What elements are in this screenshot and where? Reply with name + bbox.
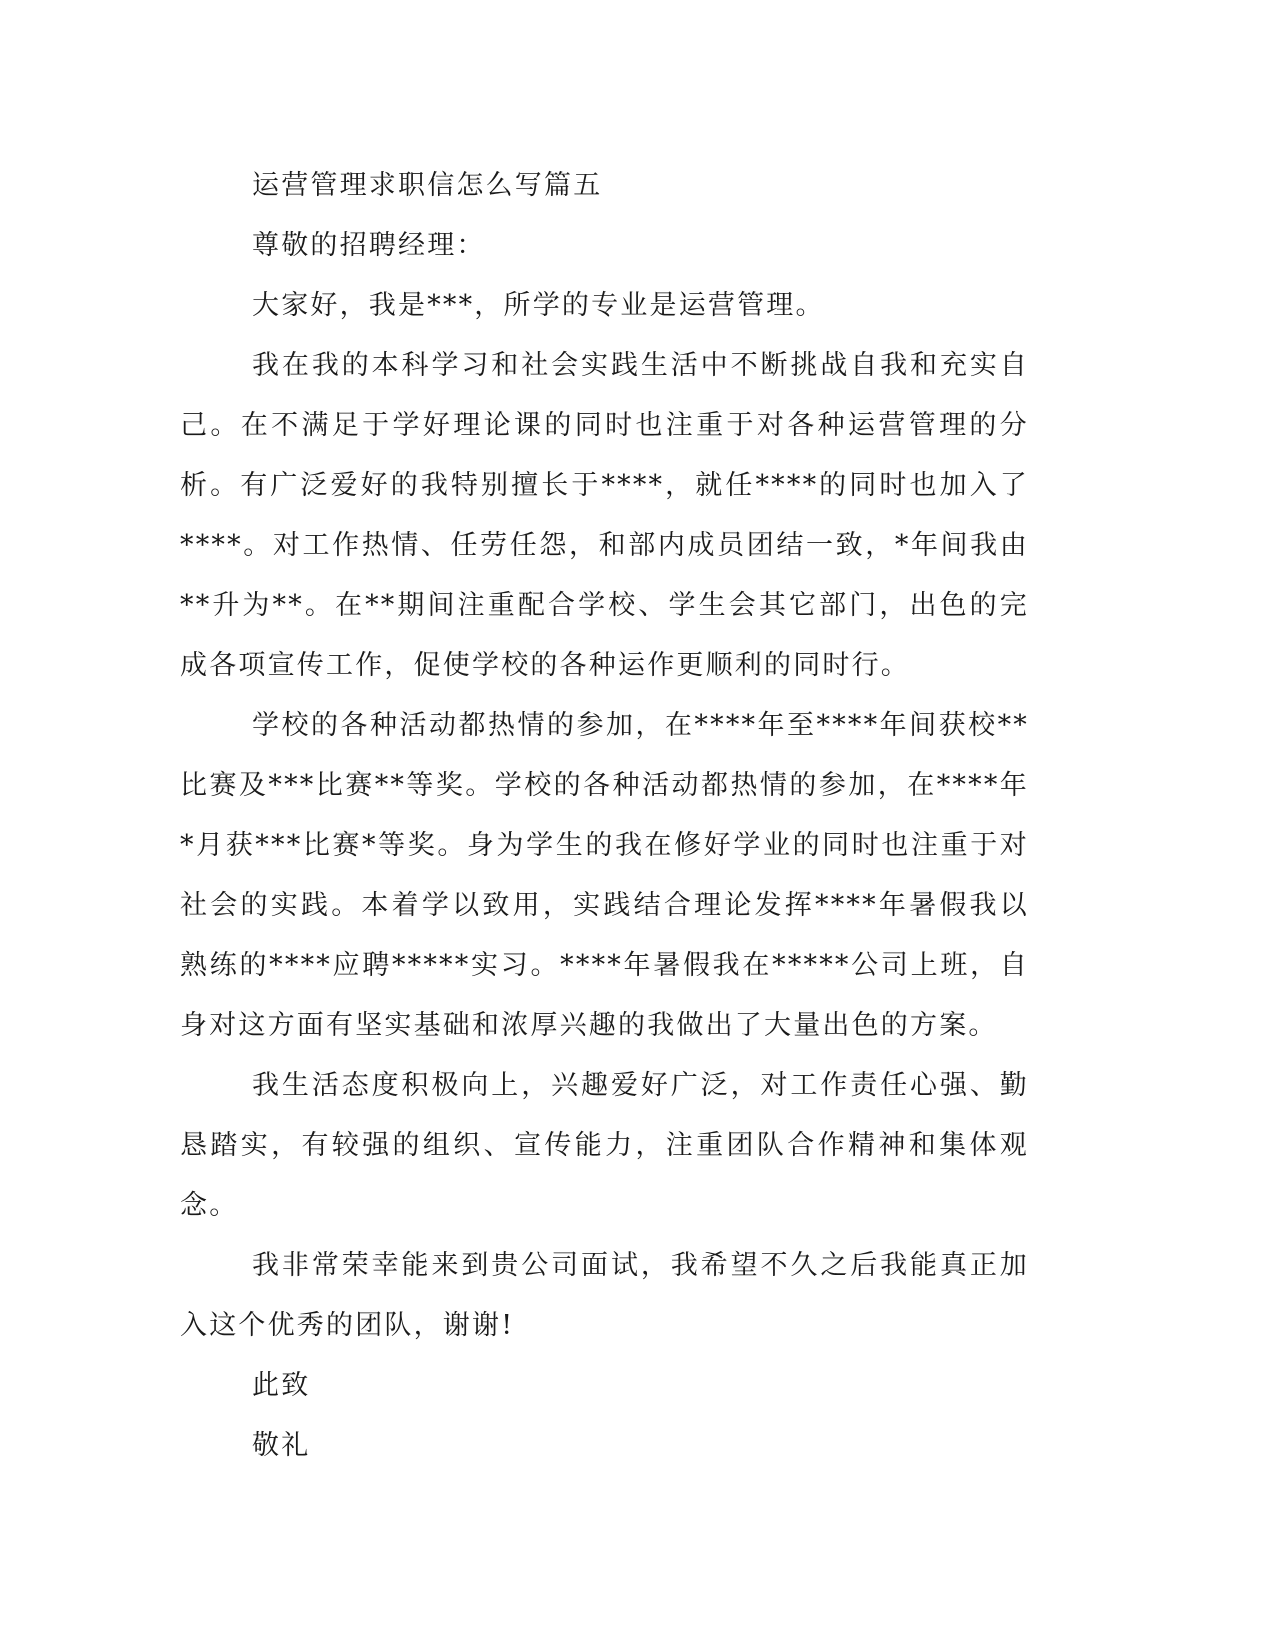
closing-line-1: 此致 <box>252 1370 311 1401</box>
salutation: 尊敬的招聘经理： <box>252 230 486 261</box>
paragraph-activities: 学校的各种活动都热情的参加，在****年至****年间获校**比赛及***比赛**等奖。学校的各种活动都热情的参加，在****年*月获***比赛*等奖。身为学生的我在修好学业的同时也注重于对社会的实践。本着学以致用，实践结合理论发挥****年暑假我以熟练的****应聘*****实习。****年暑假我在*****公司上班，自身对这方面有坚实基础和浓厚兴趣的我做出了大量出色的方案。 <box>180 710 1029 1041</box>
paragraph-attitude: 我生活态度积极向上，兴趣爱好广泛，对工作责任心强、勤恳踏实，有较强的组织、宣传能力，注重团队合作精神和集体观念。 <box>180 1070 1029 1221</box>
paragraph-greeting: 大家好，我是***，所学的专业是运营管理。 <box>252 290 825 321</box>
document-body <box>180 156 1029 1476</box>
paragraph-thanks: 我非常荣幸能来到贵公司面试，我希望不久之后我能真正加入这个优秀的团队，谢谢! <box>180 1250 1029 1341</box>
document-title: 运营管理求职信怎么写篇五 <box>252 170 603 201</box>
closing-line-2: 敬礼 <box>252 1430 311 1461</box>
paragraph-study: 我在我的本科学习和社会实践生活中不断挑战自我和充实自己。在不满足于学好理论课的同时也注重于对各种运营管理的分析。有广泛爱好的我特别擅长于****，就任****的同时也加入了****。对工作热情、任劳任怨，和部内成员团结一致，*年间我由**升为**。在**期间注重配合学校、学生会其它部门，出色的完成各项宣传工作，促使学校的各种运作更顺利的同时行。 <box>180 350 1029 681</box>
